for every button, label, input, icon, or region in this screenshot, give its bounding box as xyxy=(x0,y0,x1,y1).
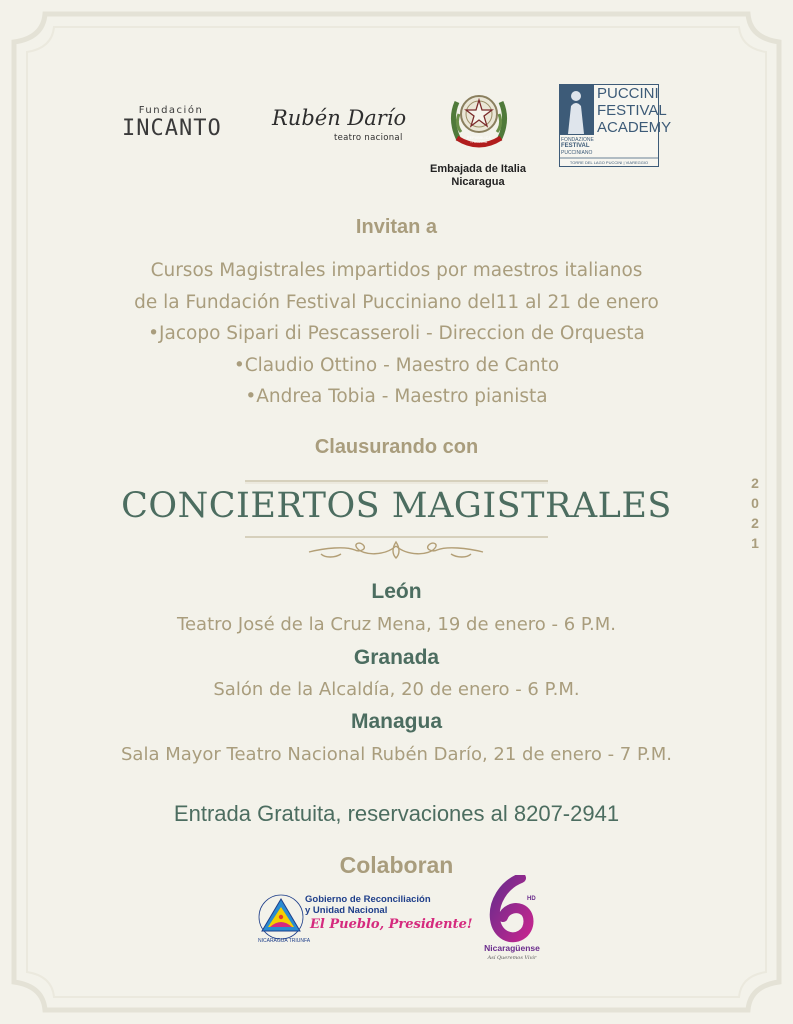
gobierno-tiny-text: NICARAGUA TRIUNFA xyxy=(258,938,311,944)
dario-logo-sub: teatro nacional xyxy=(334,133,403,143)
venue-leon: Teatro José de la Cruz Mena, 19 de enero - 6 P.M. xyxy=(177,614,616,635)
puccini-festival-logo xyxy=(559,84,672,167)
city-leon: León xyxy=(371,580,422,603)
year-digit-2: 0 xyxy=(751,495,759,511)
puccini-small-3: PUCCINIANO xyxy=(561,150,593,156)
ornament-divider-icon xyxy=(245,536,548,562)
clausurando-label: Clausurando con xyxy=(314,436,479,458)
incanto-logo-top: Fundación xyxy=(138,105,204,116)
puccini-word-2: FESTIVAL xyxy=(597,102,667,119)
conciertos-title: CONCIERTOS MAGISTRALES xyxy=(121,486,672,526)
year-digit-4: 1 xyxy=(751,535,759,551)
incanto-logo-main: INCANTO xyxy=(122,116,222,141)
puccini-small-2: FESTIVAL xyxy=(561,143,590,149)
embassy-name xyxy=(410,163,546,189)
city-managua: Managua xyxy=(350,710,442,733)
canal6-tagline: Así Queremos Vivir xyxy=(487,955,537,961)
gobierno-line2: y Unidad Nacional xyxy=(305,905,388,916)
puccini-bottom: TORRE DEL LAGO PUCCINI | VIAREGGIO xyxy=(569,160,649,165)
teacher-line-3: •Andrea Tobia - Maestro pianista xyxy=(245,386,548,407)
teacher-line-1: •Jacopo Sipari di Pescasseroli - Direccion de Orquesta xyxy=(148,323,645,344)
city-granada: Granada xyxy=(353,646,440,669)
puccini-small-1: FONDAZIONE xyxy=(561,137,594,143)
canal6-name: Nicaragüense xyxy=(484,943,540,953)
colaboran-heading: Colaboran xyxy=(339,852,454,878)
emblem-ribbon-text: REPVBBLICA ITALIANA xyxy=(467,136,491,144)
venue-granada: Salón de la Alcaldía, 20 de enero - 6 P.M. xyxy=(213,679,580,700)
canal6-number xyxy=(487,875,488,876)
year-digit-1: 2 xyxy=(751,475,759,491)
canal6-hd: HD xyxy=(527,896,536,902)
embassy-line2: Nicaragua xyxy=(451,176,505,188)
italy-emblem-icon xyxy=(447,80,511,160)
venue-managua: Sala Mayor Teatro Nacional Rubén Darío, 21 de enero - 7 P.M. xyxy=(120,744,672,765)
embassy-line1: Embajada de Italia xyxy=(430,163,526,175)
course-line-2: de la Fundación Festival Pucciniano del11 al 21 de enero xyxy=(134,292,659,313)
puccini-word-3: ACADEMY xyxy=(597,119,672,136)
year-digit-3: 2 xyxy=(751,515,759,531)
entrada-reservaciones: Entrada Gratuita, reservaciones al 8207-2941 xyxy=(173,801,620,826)
teacher-line-2: •Claudio Ottino - Maestro de Canto xyxy=(233,355,560,376)
puccini-word-1: PUCCINI xyxy=(597,85,659,102)
gobierno-slogan: El Pueblo, Presidente! xyxy=(310,917,473,932)
invitan-heading: Invitan a xyxy=(355,216,438,238)
title-top-rule xyxy=(245,480,548,484)
dario-logo-main: Rubén Darío xyxy=(272,106,407,130)
nicaragua-triangle-icon xyxy=(256,893,306,941)
canal6-emblem-icon xyxy=(487,875,537,943)
course-line-1: Cursos Magistrales impartidos por maestros italianos xyxy=(150,260,643,281)
gobierno-line1: Gobierno de Reconciliación xyxy=(305,894,431,905)
